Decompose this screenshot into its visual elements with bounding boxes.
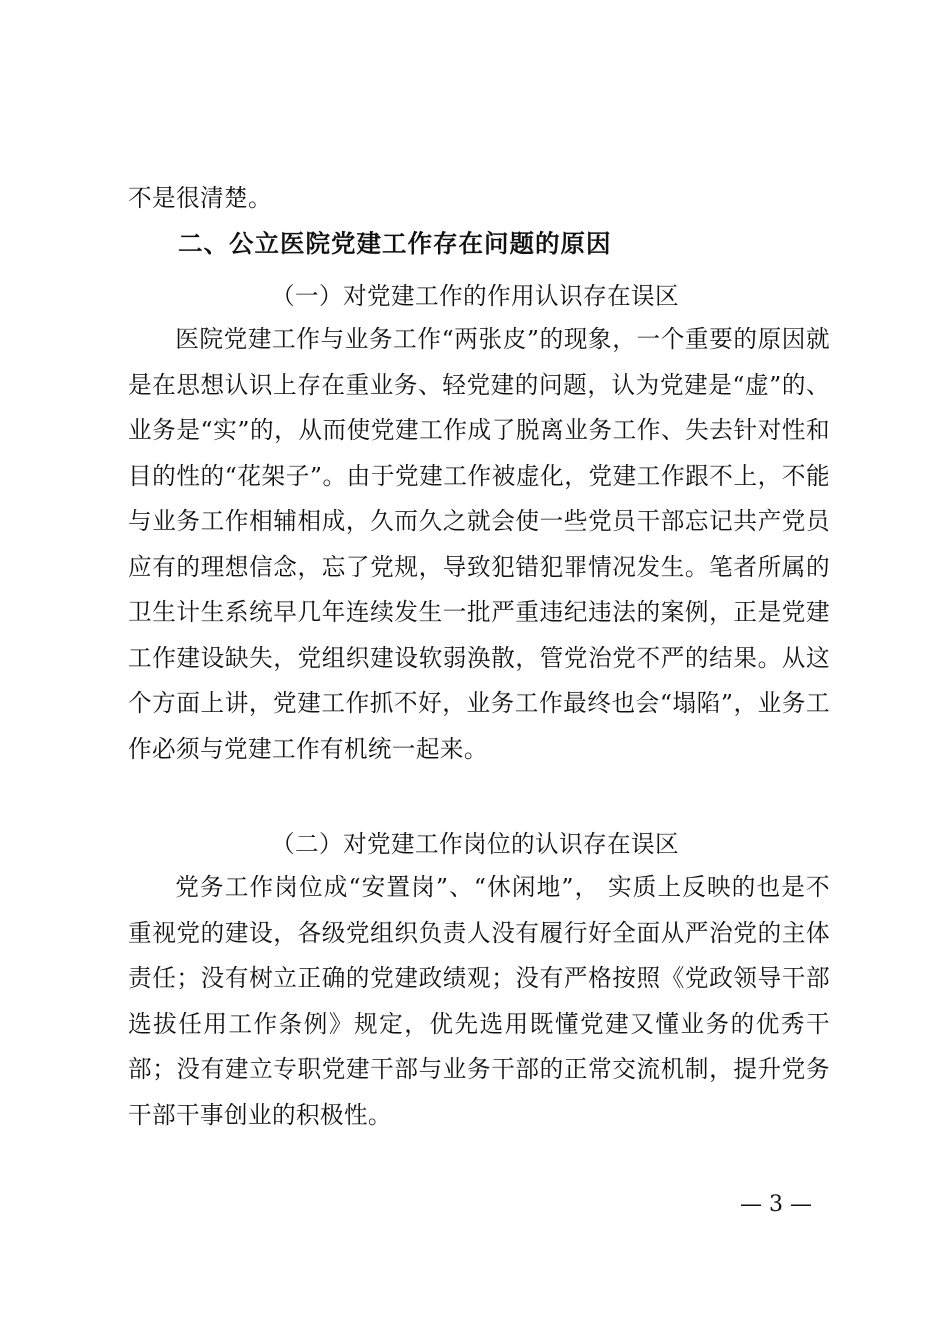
subsection-heading-2: （二）对党建工作岗位的认识存在误区: [271, 830, 679, 858]
page-number: — 3 —: [740, 1192, 812, 1217]
subsection-heading-1: （一）对党建工作的作用认识存在误区: [271, 282, 679, 310]
continuation-text: 不是很清楚。: [128, 184, 272, 212]
paragraph-2: 党务工作岗位成“安置岗”、“休闲地”， 实质上反映的也是不重视党的建设，各级党组织负责人没有履行好全面从严治党的主体责任；没有树立正确的党建政绩观；没有严格按照《党政领导干部选拔任用工作条例》规定，优先选用既懂党建又懂业务的优秀干部；没有建立专职党建干部与业务干部的正常交流机制，提升党务干部干事创业的积极性。: [128, 873, 830, 1129]
section-heading: 二、公立医院党建工作存在问题的原因: [178, 229, 612, 258]
paragraph-1: 医院党建工作与业务工作“两张皮”的现象，一个重要的原因就是在思想认识上存在重业务、轻党建的问题，认为党建是“虚”的、业务是“实”的，从而使党建工作成了脱离业务工作、失去针对性和目的性的“花架子”。由于党建工作被虚化，党建工作跟不上，不能与业务工作相辅相成，久而久之就会使一些党员干部忘记共产党员应有的理想信念，忘了党规，导致犯错犯罪情况发生。笔者所属的卫生计生系统早几年连续发生一批严重违纪违法的案例，正是党建工作建设缺失，党组织建设软弱涣散，管党治党不严的结果。从这个方面上讲，党建工作抓不好，业务工作最终也会“塌陷”，业务工作必须与党建工作有机统一起来。: [128, 325, 830, 763]
